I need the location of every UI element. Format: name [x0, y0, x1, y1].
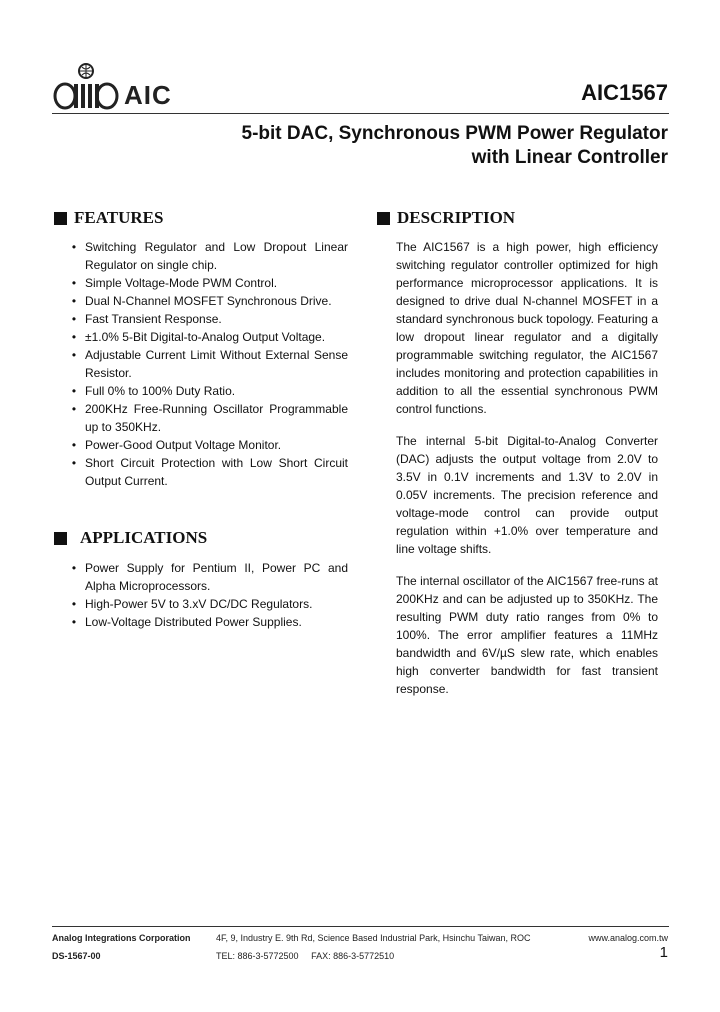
bullet-icon: •: [71, 615, 77, 629]
bullet-icon: •: [71, 402, 77, 416]
features-list: [68, 238, 348, 490]
bullet-icon: •: [71, 438, 77, 452]
section-square-icon: [54, 212, 67, 225]
list-item: • Fast Transient Response.: [68, 310, 348, 328]
footer-company: Analog Integrations Corporation: [52, 933, 191, 943]
bullet-icon: •: [71, 330, 77, 344]
bullet-icon: •: [71, 276, 77, 290]
list-item: • Simple Voltage-Mode PWM Control.: [68, 274, 348, 292]
bullet-icon: •: [71, 456, 77, 470]
footer-rule: [52, 926, 669, 927]
footer-website[interactable]: www.analog.com.tw: [588, 933, 668, 943]
bullet-icon: •: [71, 597, 77, 611]
bullet-icon: •: [71, 561, 77, 575]
bullet-icon: •: [71, 294, 77, 308]
list-item: • 200KHz Free-Running Oscillator Programmable up to 350KHz.: [68, 400, 348, 436]
list-item: • Full 0% to 100% Duty Ratio.: [68, 382, 348, 400]
bullet-icon: •: [71, 240, 77, 254]
description-paragraph: The AIC1567 is a high power, high efficiency switching regulator controller optimized for high performance microprocessor applications. It is designed to drive dual N-channel MOSFET in a standard synchronous buck topology. Featuring a low dropout linear regulator and a digitally programmable switching regulator, the AIC1567 includes monitoring and protection capabilities in addition to all the essential synchronous PWM control functions.: [396, 240, 658, 416]
footer-doc-id: DS-1567-00: [52, 951, 101, 961]
footer-contact: TEL: 886-3-5772500 FAX: 886-3-5772510: [216, 951, 395, 961]
description-body: [396, 238, 658, 712]
description-heading: DESCRIPTION: [377, 208, 515, 228]
title-line-2: with Linear Controller: [471, 147, 668, 168]
applications-list: [68, 559, 348, 631]
footer-address: 4F, 9, Industry E. 9th Rd, Science Based Industrial Park, Hsinchu Taiwan, ROC: [216, 933, 531, 943]
list-item: • High-Power 5V to 3.xV DC/DC Regulators.: [68, 595, 348, 613]
list-item: • Short Circuit Protection with Low Short Circuit Output Current.: [68, 454, 348, 490]
description-paragraph: The internal 5-bit Digital-to-Analog Converter (DAC) adjusts the output voltage from 2.0V to 3.5V in 0.1V increments and 1.3V to 2.0V in 0.05V increments. The precision reference and voltage-mode control can provide output regulation within +1.0% over temperature and line voltage shifts.: [396, 434, 658, 556]
features-heading: FEATURES: [54, 208, 163, 228]
page-title: [242, 122, 668, 170]
logo-text: AIC: [124, 80, 172, 110]
bullet-icon: •: [71, 384, 77, 398]
applications-heading: APPLICATIONS: [54, 528, 207, 548]
bullet-icon: •: [71, 312, 77, 326]
list-item: • Dual N-Channel MOSFET Synchronous Drive.: [68, 292, 348, 310]
section-square-icon: [54, 532, 67, 545]
list-item: • ±1.0% 5-Bit Digital-to-Analog Output Voltage.: [68, 328, 348, 346]
page-number: 1: [659, 944, 668, 961]
list-item: • Power Supply for Pentium II, Power PC and Alpha Microprocessors.: [68, 559, 348, 595]
description-paragraph: The internal oscillator of the AIC1567 free-runs at 200KHz and can be adjusted up to 350KHz. The resulting PWM duty ratio ranges from 0% to 100%. The error amplifier features a 11MHz bandwidth and 6V/µS slew rate, which enables high converter bandwidth for fast transient response.: [396, 574, 658, 696]
list-item: • Power-Good Output Voltage Monitor.: [68, 436, 348, 454]
title-line-1: 5-bit DAC, Synchronous PWM Power Regulator: [241, 123, 668, 144]
list-item: • Switching Regulator and Low Dropout Linear Regulator on single chip.: [68, 238, 348, 274]
header-rule: [52, 113, 669, 114]
part-number: AIC1567: [581, 80, 668, 105]
list-item: • Low-Voltage Distributed Power Supplies.: [68, 613, 348, 631]
section-square-icon: [377, 212, 390, 225]
list-item: • Adjustable Current Limit Without External Sense Resistor.: [68, 346, 348, 382]
bullet-icon: •: [71, 348, 77, 362]
